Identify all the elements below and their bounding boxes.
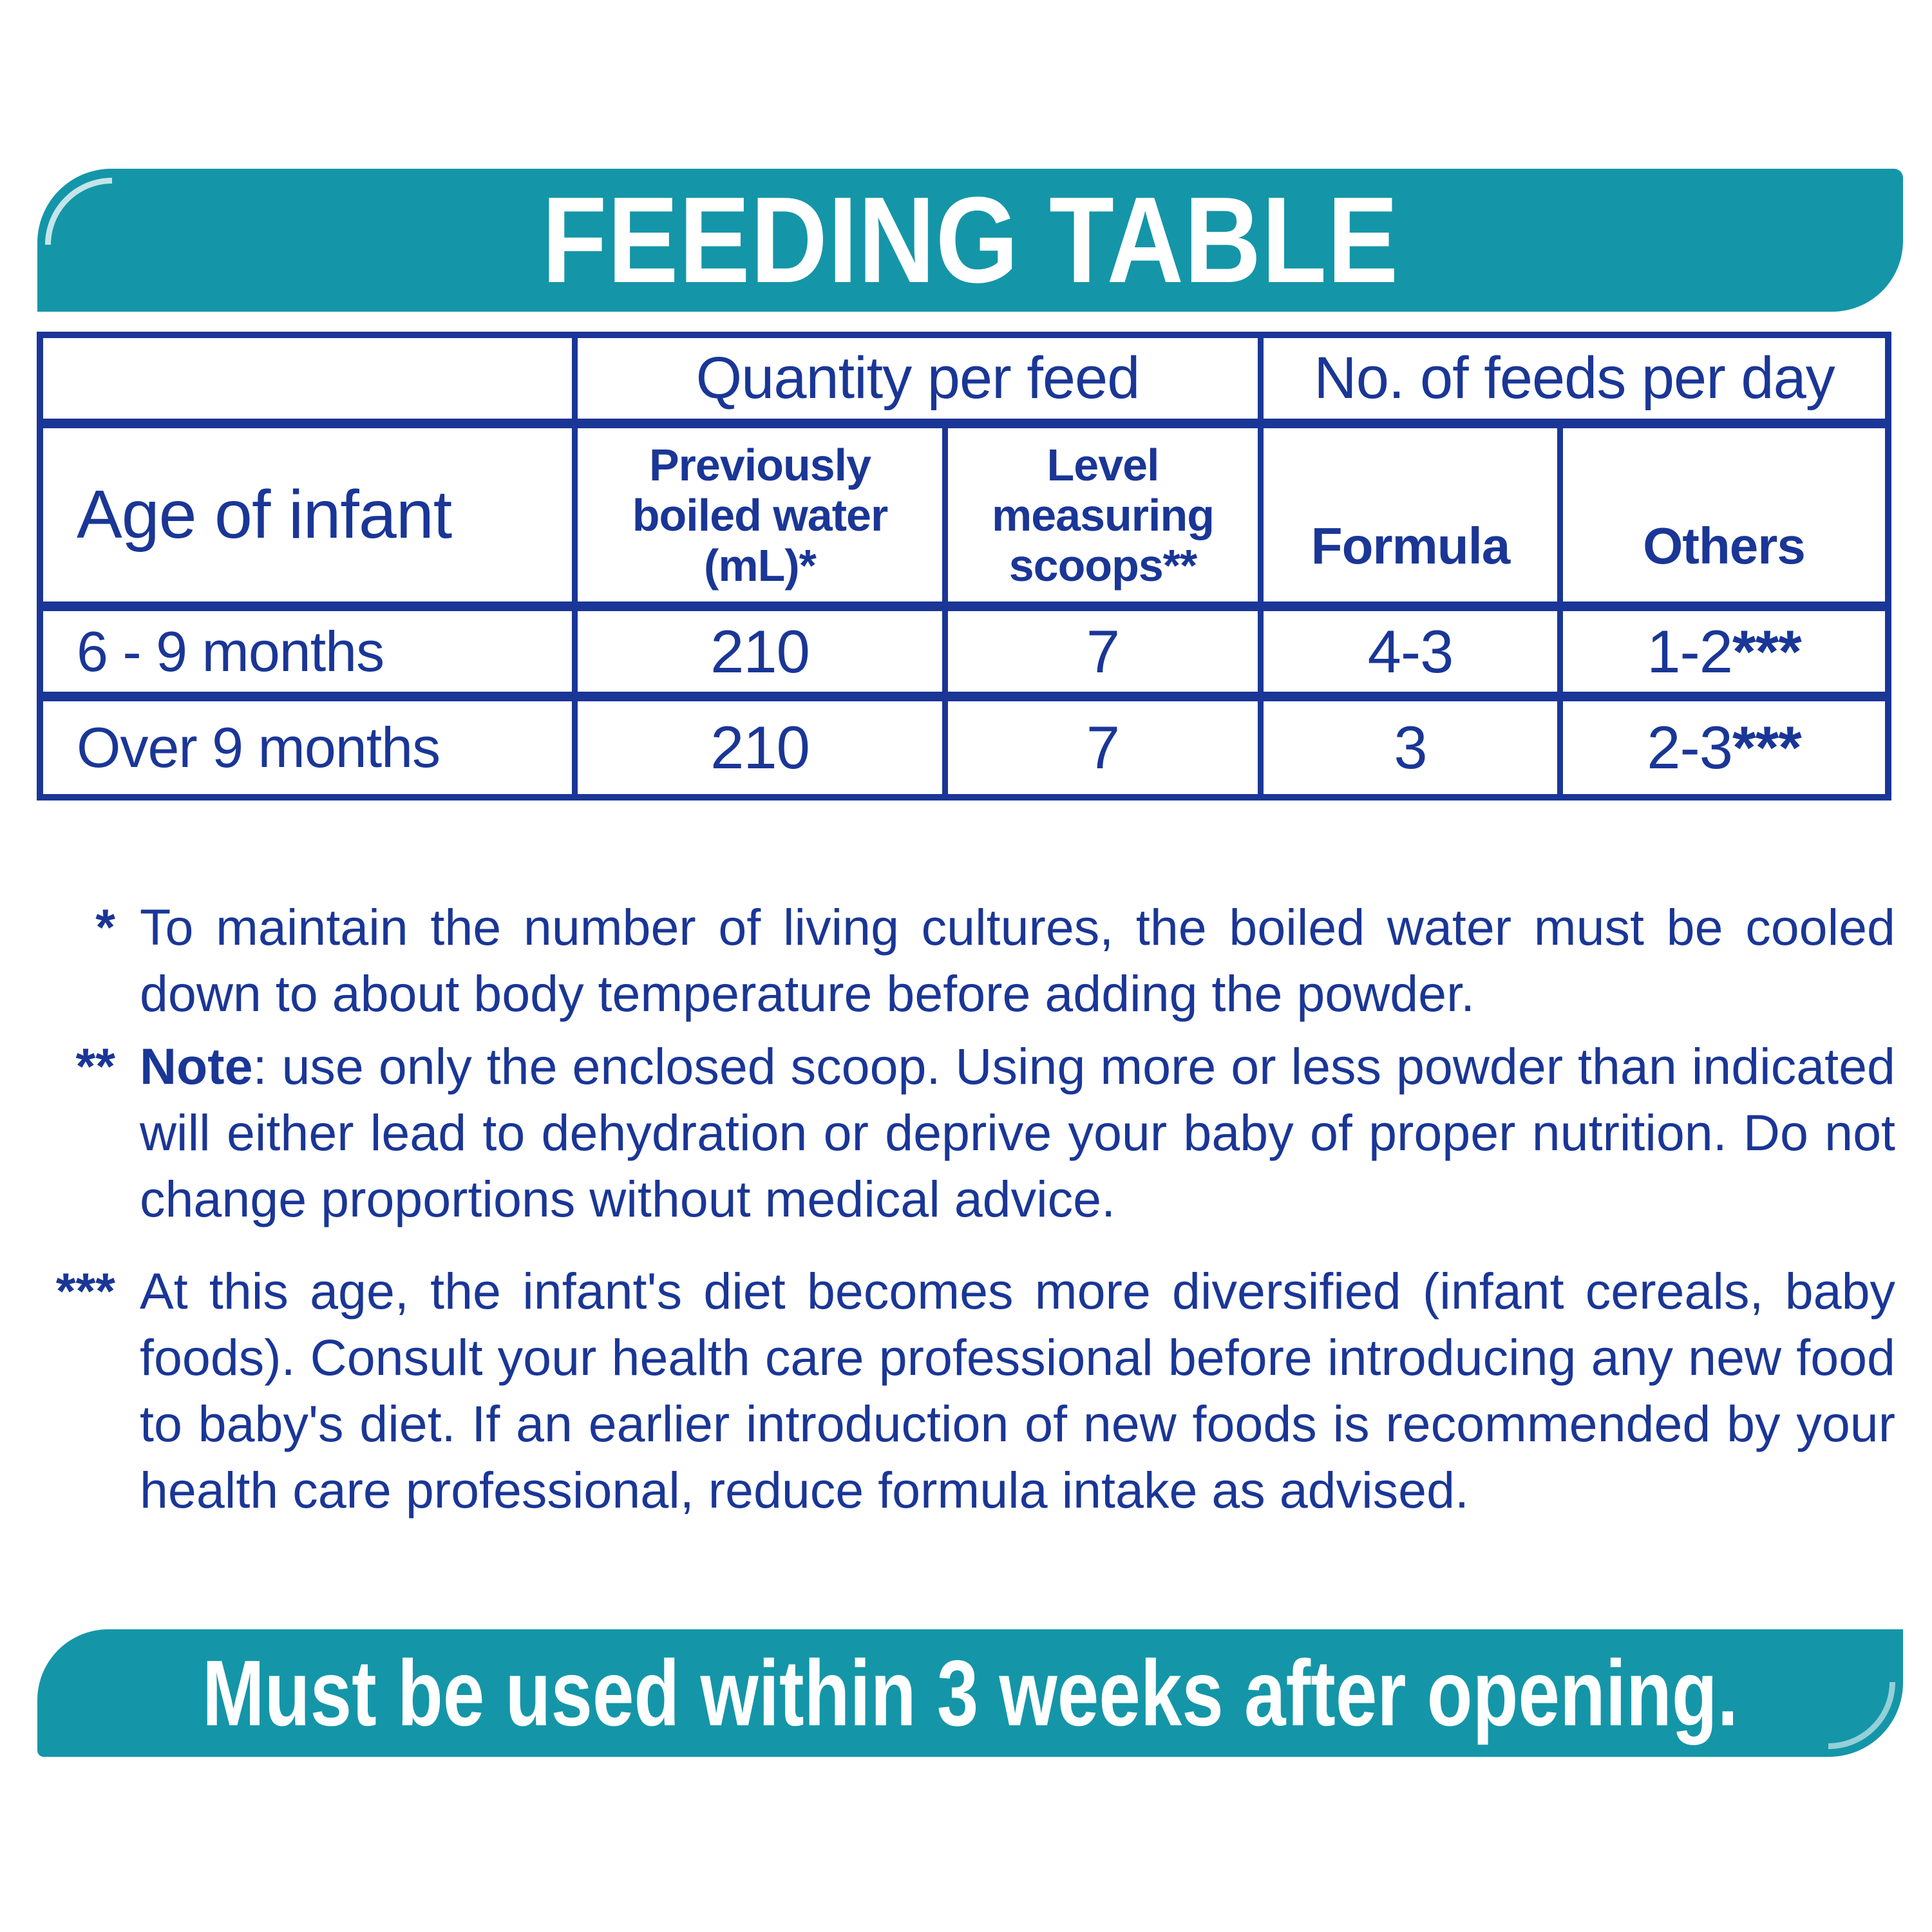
- col-header-formula: Formula: [1264, 428, 1563, 611]
- row1-age: 6 - 9 months: [43, 611, 578, 701]
- feeding-table-banner: [37, 169, 1903, 312]
- row1-formula: 4-3: [1264, 611, 1563, 701]
- row1-others-asterisks: ***: [1732, 617, 1801, 685]
- footnote-text-2: [140, 1033, 1895, 1232]
- storage-instruction-banner: [37, 1629, 1903, 1757]
- footnote-text-1: To maintain the number of living cultures, the boiled water must be cooled down to about body temperature before adding the powder.: [140, 898, 1895, 1022]
- banner-sheen-highlight-bottom: [1734, 1629, 1903, 1757]
- col-header-boiled-water-line2: boiled water: [632, 489, 888, 540]
- row2-others-asterisks: ***: [1732, 714, 1801, 781]
- row2-others-value: 2-3: [1647, 714, 1733, 781]
- row2-others: [1563, 701, 1885, 794]
- col-header-boiled-water-line1: Previously: [649, 439, 871, 490]
- corner-empty-cell: [43, 338, 578, 428]
- footnotes: [37, 894, 1895, 1523]
- col-header-measuring-scoops-line2: measuring: [992, 489, 1214, 540]
- col-header-others: Others: [1563, 428, 1885, 611]
- footnote-triple-asterisk: [37, 1258, 1895, 1523]
- row2-water: 210: [578, 701, 948, 794]
- footnote-marker-3: ***: [55, 1262, 115, 1320]
- page-title: FEEDING TABLE: [542, 172, 1399, 308]
- row1-scoops: 7: [948, 611, 1264, 701]
- footnote-double-asterisk: [37, 1033, 1895, 1232]
- footnote-marker-1: *: [95, 898, 115, 956]
- col-header-age-of-infant: Age of infant: [43, 428, 578, 611]
- col-header-measuring-scoops-line1: Level: [1046, 439, 1159, 490]
- row2-formula: 3: [1264, 701, 1563, 794]
- col-header-measuring-scoops-line3: scoops**: [1009, 540, 1197, 591]
- row2-scoops: 7: [948, 701, 1264, 794]
- feeding-table: [37, 332, 1891, 800]
- banner-sheen-highlight: [37, 169, 207, 312]
- group-header-quantity-per-feed: Quantity per feed: [578, 338, 1264, 428]
- footnote-2-body: : use only the enclosed scoop. Using more or less powder than indicated will either lead to dehydration or deprive your baby of proper nutrition. Do not change proportions without medical advice.: [140, 1037, 1895, 1227]
- footnote-2-note-lead: Note: [140, 1037, 253, 1095]
- row1-water: 210: [578, 611, 948, 701]
- storage-instruction-text: Must be used within 3 weeks after opening.: [202, 1640, 1738, 1745]
- footnote-single-asterisk: [37, 894, 1895, 1027]
- col-header-measuring-scoops: [948, 428, 1264, 611]
- col-header-boiled-water: [578, 428, 948, 611]
- footnote-text-3: At this age, the infant's diet becomes more diversified (infant cereals, baby foods). Consult your health care professional before introducing any new food to baby's diet. If an earlier introduction of new foods is recommended by your health care professional, reduce formula intake as advised.: [140, 1262, 1895, 1519]
- row1-others: [1563, 611, 1885, 701]
- group-header-feeds-per-day: No. of feeds per day: [1264, 338, 1885, 428]
- row2-age: Over 9 months: [43, 701, 578, 794]
- col-header-boiled-water-line3: (mL)*: [704, 540, 816, 591]
- row1-others-value: 1-2: [1647, 617, 1733, 685]
- footnote-marker-2: **: [75, 1037, 115, 1095]
